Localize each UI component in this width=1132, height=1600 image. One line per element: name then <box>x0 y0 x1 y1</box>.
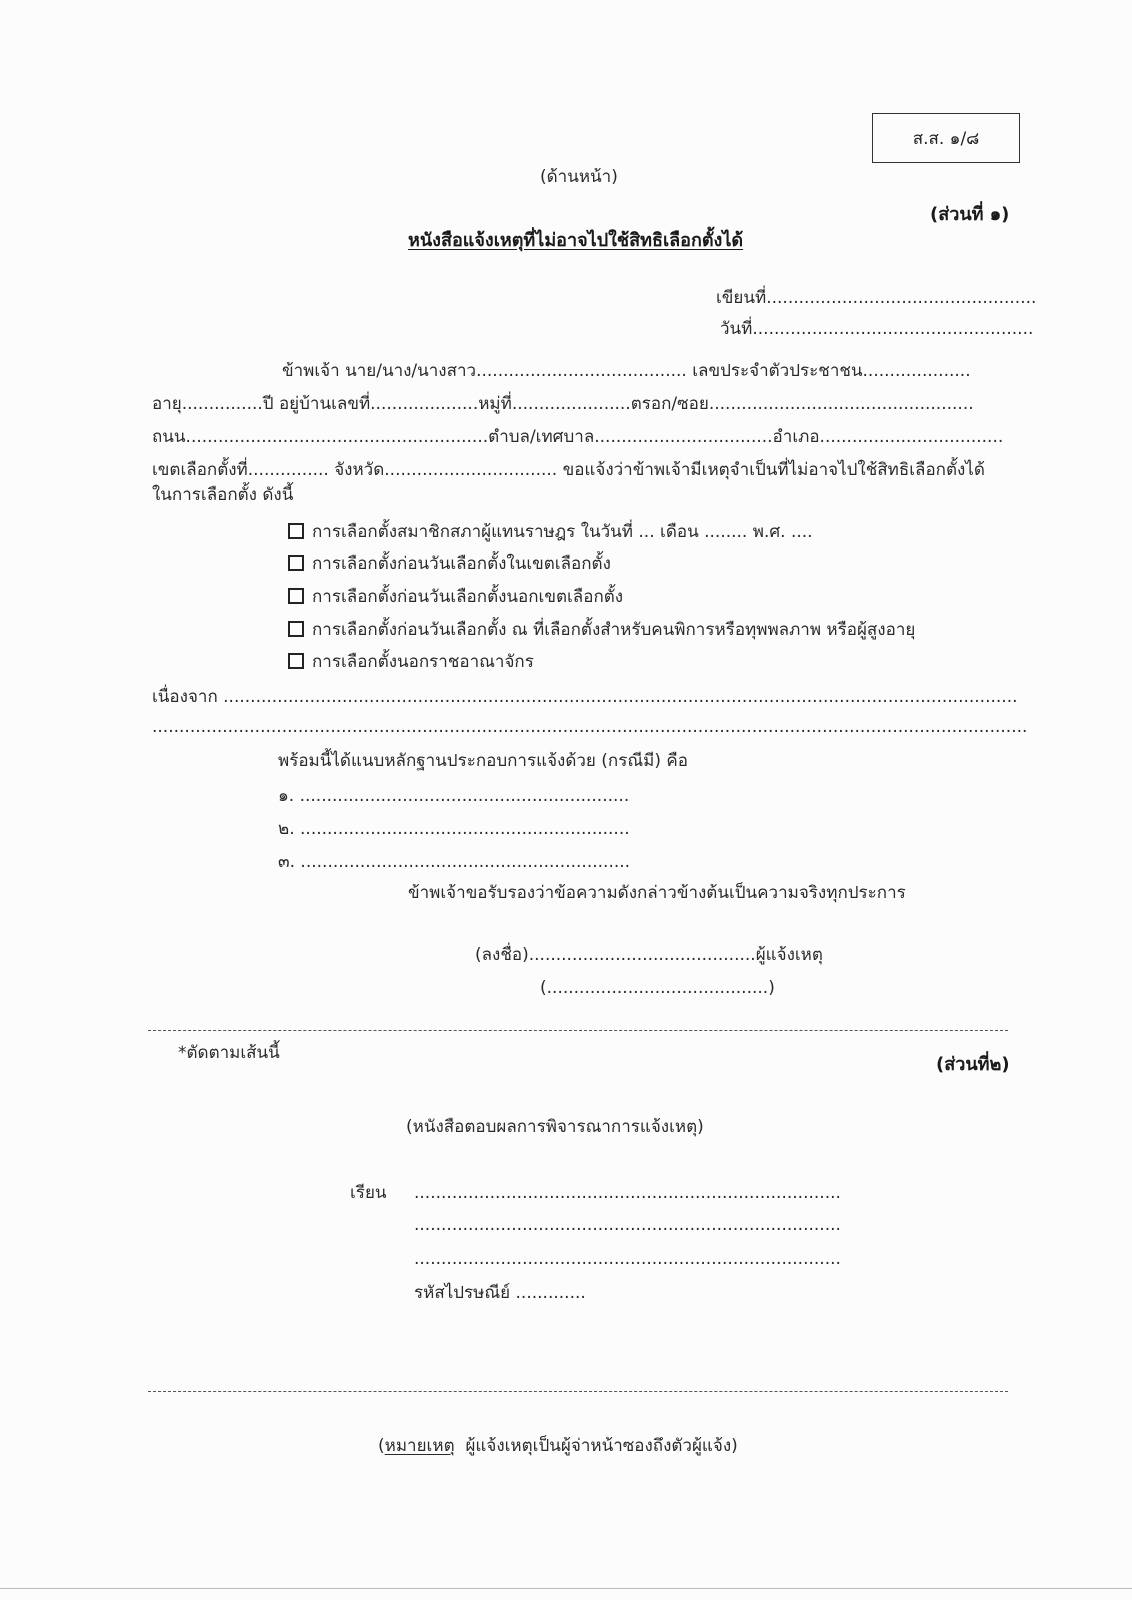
option-advance-out-district[interactable] <box>288 586 623 608</box>
part2-title: (หนังสือตอบผลการพิจารณาการแจ้งเหตุ) <box>406 1117 704 1137</box>
option-house-election[interactable] <box>288 521 813 543</box>
constituency-line[interactable]: เขตเลือกตั้งที่............... จังหวัด................................ ขอแจ้งว่าข้าพเจ้ามีเหตุจำเป็นที่ไม่อาจไปใช้สิทธิเลือกตั้งได้ <box>152 460 985 480</box>
option-overseas[interactable] <box>288 651 534 673</box>
option-label: การเลือกตั้งสมาชิกสภาผู้แทนราษฎร ในวันที่ ... เดือน ........ พ.ศ. .... <box>312 522 813 542</box>
part1-title: หนังสือแจ้งเหตุที่ไม่อาจไปใช้สิทธิเลือกตั้งได้ <box>408 230 744 251</box>
checkbox-icon[interactable] <box>288 588 304 604</box>
checkbox-icon[interactable] <box>288 653 304 669</box>
election-intro: ในการเลือกตั้ง ดังนี้ <box>152 485 294 505</box>
reason-field-line2[interactable]: .................................................................................................................................................................. <box>152 717 1028 737</box>
note-text: ผู้แจ้งเหตุเป็นผู้จ่าหน้าซองถึงตัวผู้แจ้ง) <box>465 1436 738 1456</box>
form-code-box <box>872 113 1020 163</box>
checkbox-icon[interactable] <box>288 523 304 539</box>
checkbox-icon[interactable] <box>288 555 304 571</box>
part1-label: (ส่วนที่ ๑) <box>930 204 1010 225</box>
note <box>378 1435 738 1457</box>
address-line-2[interactable]: ............................................................................... <box>414 1215 841 1235</box>
bottom-divider <box>148 1391 1008 1392</box>
option-label: การเลือกตั้งก่อนวันเลือกตั้งนอกเขตเลือกตั้ง <box>312 587 624 607</box>
part2-label: (ส่วนที่๒) <box>936 1054 1010 1075</box>
evidence-intro: พร้อมนี้ได้แนบหลักฐานประกอบการแจ้งด้วย (กรณีมี) คือ <box>278 751 688 771</box>
option-label: การเลือกตั้งก่อนวันเลือกตั้ง ณ ที่เลือกตั้งสำหรับคนพิการหรือทุพพลภาพ หรือผู้สูงอายุ <box>312 620 916 640</box>
certification-text: ข้าพเจ้าขอรับรองว่าข้อความดังกล่าวข้างต้นเป็นความจริงทุกประการ <box>408 883 906 903</box>
page-edge <box>0 1588 1132 1589</box>
side-label: (ด้านหน้า) <box>540 167 618 187</box>
name-id-line[interactable]: ข้าพเจ้า นาย/นาง/นางสาว....................................... เลขประจำตัวประชาชน.................... <box>282 361 971 381</box>
option-label: การเลือกตั้งก่อนวันเลือกตั้งในเขตเลือกตั้ง <box>312 554 611 574</box>
checkbox-icon[interactable] <box>288 621 304 637</box>
cut-line <box>148 1030 1008 1031</box>
address-line-1[interactable]: ............................................................................... <box>414 1183 841 1203</box>
evidence-item-1[interactable]: ๑. ............................................................. <box>278 786 630 806</box>
form-code: ส.ส. ๑/๘ <box>912 128 980 149</box>
evidence-item-2[interactable]: ๒. ............................................................. <box>278 819 630 839</box>
cut-label: *ตัดตามเส้นนี้ <box>178 1043 280 1063</box>
address-line-3[interactable]: ............................................................................... <box>414 1249 841 1269</box>
evidence-item-3[interactable]: ๓. ............................................................. <box>278 852 631 872</box>
district-line[interactable]: ถนน........................................................ตำบล/เทศบาล.................................อำเภอ.................................. <box>152 427 1004 447</box>
address-line[interactable]: อายุ...............ปี อยู่บ้านเลขที่....................หมู่ที่......................ตรอก/ซอย................................................. <box>152 394 974 414</box>
written-at-field[interactable]: เขียนที่.................................................. <box>716 288 1037 308</box>
signature-name-field[interactable]: (.........................................) <box>540 978 775 998</box>
reason-field[interactable]: เนื่องจาก ................................................................................................................................................... <box>152 687 1018 707</box>
note-open-paren: ( <box>378 1436 385 1456</box>
signature-field[interactable]: (ลงชื่อ)..........................................ผู้แจ้งเหตุ <box>475 945 823 965</box>
postcode-field[interactable]: รหัสไปรษณีย์ ............. <box>414 1283 586 1303</box>
option-advance-disabled-elderly[interactable] <box>288 619 915 641</box>
note-label: หมายเหตุ <box>384 1436 455 1456</box>
option-advance-in-district[interactable] <box>288 553 611 575</box>
date-field[interactable]: วันที่.................................................... <box>720 319 1034 339</box>
option-label: การเลือกตั้งนอกราชอาณาจักร <box>312 652 534 672</box>
to-label: เรียน <box>350 1183 387 1203</box>
